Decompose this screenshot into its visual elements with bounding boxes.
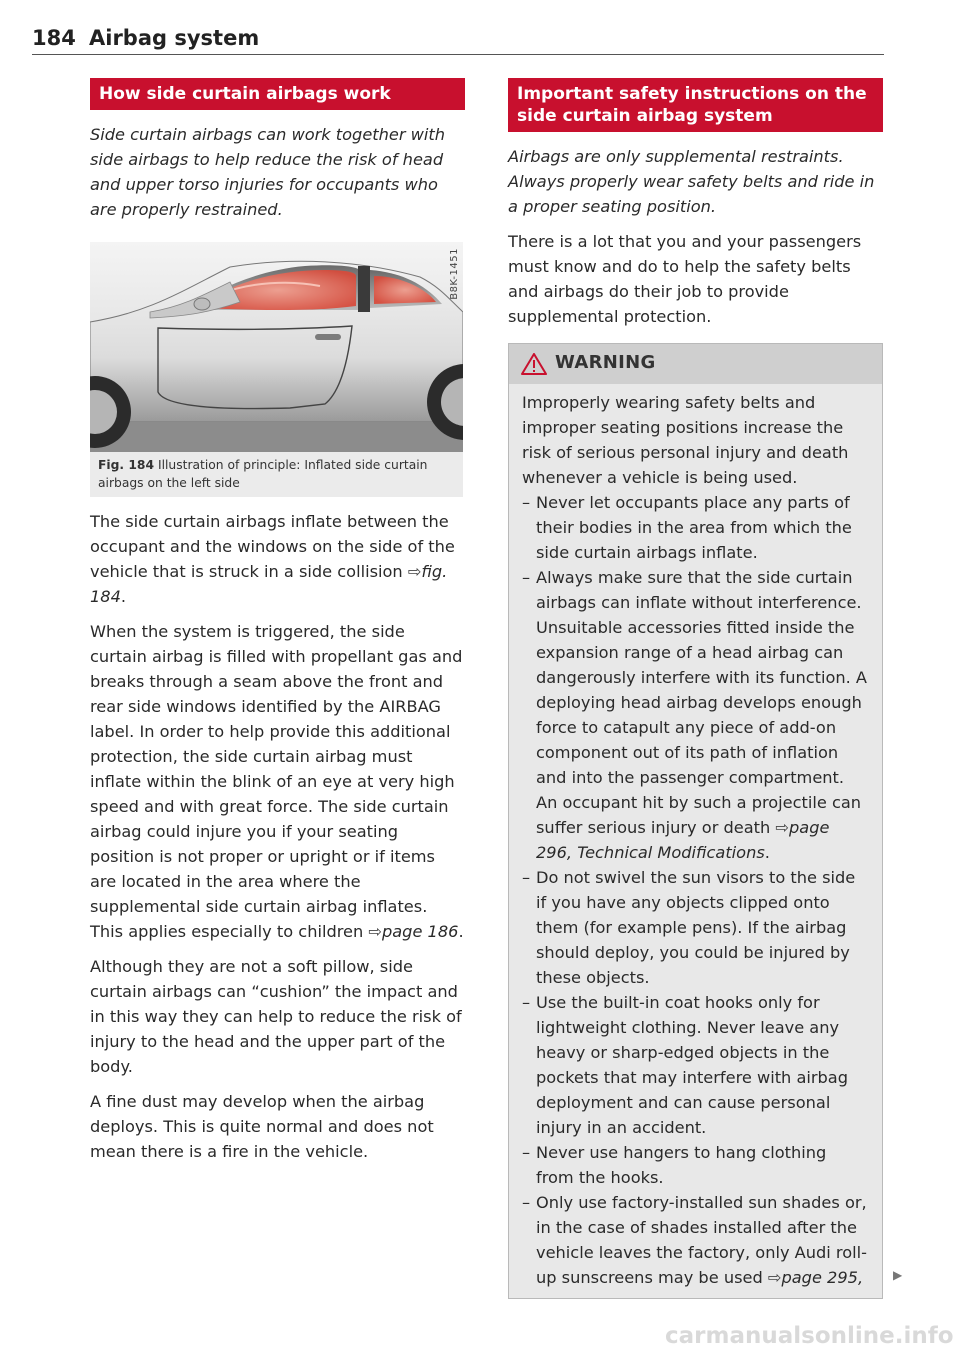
list-item: – Do not swivel the sun visors to the side if you have any objects clipped onto them (for example pens). If the airbag should deploy, you could be injured by these objects.	[522, 865, 869, 990]
list-item: – Always make sure that the side curtain airbags can inflate without interference. Unsuitable accessories fitted inside the expansion range of a head airbag can dangerously interfere with its function. A deploying head airbag develops enough force to catapult any piece of add-on component out of its path of inflation and into the passenger compartment. An occupant hit by such a projectile can suffer serious injury or death ⇨page 296, Technical Modifications.	[522, 565, 869, 865]
fig-ref-link[interactable]: fig. 184	[90, 562, 448, 606]
paragraph-2: When the system is triggered, the side curtain airbag is filled with propellant gas and breaks through a seam above the front and rear side windows identified by the AIRBAG label. In order to help provide this additional protection, the side curtain airbag must inflate within the blink of an eye at very high speed and with great force. The side curtain airbag could injure you if your seating position is not proper or upright or if items are located in the area where the supplemental side curtain airbag inflates. This applies especially to children ⇨page 186.	[90, 622, 464, 941]
paragraph-1: The side curtain airbags inflate between the occupant and the windows on the side of the vehicle that is struck in a side collision ⇨fig. 184.	[90, 512, 455, 606]
warning-list	[522, 490, 869, 1290]
heading-safety-instructions: Important safety instructions on the side curtain airbag system	[508, 78, 883, 132]
paragraph-4: A fine dust may develop when the airbag deploys. This is quite normal and does not mean there is a fire in the vehicle.	[90, 1092, 434, 1161]
left-column	[90, 78, 465, 1174]
car-airbag-illustration	[90, 242, 463, 452]
list-item: – Never use hangers to hang clothing from the hooks.	[522, 1140, 869, 1190]
ref-arrow-icon: ⇨	[407, 562, 422, 581]
paragraph-3: Although they are not a soft pillow, side curtain airbags can “cushion” the impact and in this way they can help to reduce the risk of injury to the head and the upper part of the body.	[90, 957, 462, 1076]
ref-arrow-icon: ⇨	[767, 1268, 782, 1287]
figure-184	[90, 242, 463, 497]
list-item: – Use the built-in coat hooks only for lightweight clothing. Never leave any heavy or sharp-edged objects in the pockets that may interfere with airbag deployment and can cause personal injury in an accident.	[522, 990, 869, 1140]
heading-side-curtain-work: How side curtain airbags work	[90, 78, 465, 110]
image-code: B8K-1451	[449, 248, 460, 300]
list-item: – Only use factory-installed sun shades or, in the case of shades installed after the vehicle leaves the factory, only Audi roll-up sunscreens may be used ⇨page 295,	[522, 1190, 869, 1290]
page-ref-link[interactable]: page 186	[381, 922, 459, 941]
page-ref-link[interactable]: page 296, Technical Modifications	[536, 818, 830, 862]
figure-caption	[98, 456, 458, 492]
list-item: – Never let occupants place any parts of their bodies in the area from which the side curtain airbags inflate.	[522, 490, 869, 565]
page-number: 184	[32, 26, 76, 50]
warning-triangle-icon	[521, 353, 547, 375]
right-column	[508, 78, 883, 1299]
watermark: carmanualsonline.info	[665, 1323, 954, 1349]
figure-label: Fig. 184	[98, 458, 155, 472]
warning-box	[508, 343, 883, 1299]
lead-text: Airbags are only supplemental restraints. Always properly wear safety belts and ride in a proper seating position.	[508, 147, 875, 216]
paragraph-intro: There is a lot that you and your passengers must know and do to help the safety belts and airbags do their job to provide supplemental protection.	[508, 232, 862, 326]
continue-arrow-icon: ▶	[893, 1268, 903, 1282]
lead-text: Side curtain airbags can work together with side airbags to help reduce the risk of head and upper torso injuries for occupants who are properly restrained.	[90, 125, 445, 219]
ref-arrow-icon: ⇨	[368, 922, 382, 941]
warning-header	[509, 344, 882, 384]
warning-body	[509, 384, 882, 1290]
warning-intro: Improperly wearing safety belts and improper seating positions increase the risk of serious personal injury and death whenever a vehicle is being used.	[522, 393, 849, 487]
page-ref-link[interactable]: page 295,	[781, 1268, 864, 1287]
section-title: Airbag system	[89, 26, 260, 50]
page-header	[32, 22, 884, 55]
ref-arrow-icon: ⇨	[775, 818, 789, 837]
figure-caption-text: Illustration of principle: Inflated side curtain airbags on the left side	[98, 458, 428, 490]
warning-title: WARNING	[555, 352, 656, 373]
